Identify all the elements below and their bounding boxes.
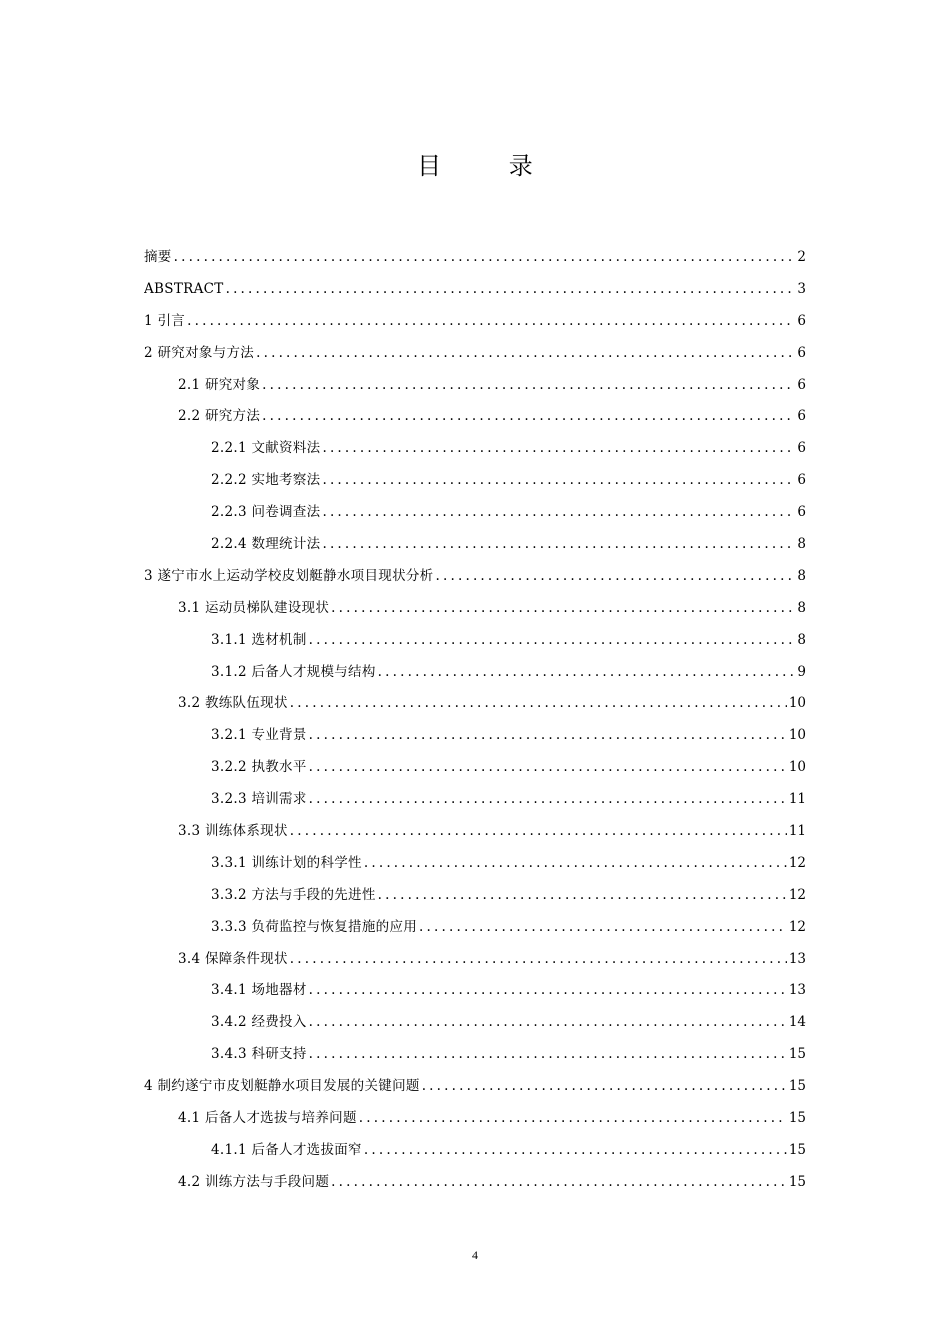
toc-entry-page: 8 <box>797 567 806 584</box>
toc-dot-leader <box>322 433 795 465</box>
toc-entry[interactable] <box>144 944 806 976</box>
toc-entry[interactable] <box>144 1103 806 1135</box>
toc-entry-page: 2 <box>797 249 806 265</box>
toc-entry-page: 12 <box>788 918 806 935</box>
toc-entry-page: 12 <box>788 854 806 871</box>
toc-entry[interactable] <box>144 657 806 689</box>
toc-entry-label: 3.4.2 经费投入 <box>211 1014 307 1031</box>
toc-entry-page: 3 <box>797 280 806 297</box>
toc-entry-page: 11 <box>788 791 806 808</box>
toc-dot-leader <box>309 784 787 816</box>
toc-entry[interactable] <box>144 1007 806 1039</box>
toc-dot-leader <box>309 1039 787 1071</box>
toc-entry-label: 2 研究对象与方法 <box>144 344 255 361</box>
toc-entry-page: 11 <box>788 823 806 840</box>
toc-entry[interactable] <box>144 274 806 306</box>
toc-dot-leader <box>262 401 795 433</box>
toc-entry-page: 15 <box>788 1173 806 1190</box>
toc-entry[interactable] <box>144 242 806 274</box>
toc-entry-page: 14 <box>788 1014 806 1031</box>
toc-entry-page: 10 <box>788 759 806 776</box>
toc-entry[interactable] <box>144 975 806 1007</box>
toc-entry-label: 2.2.2 实地考察法 <box>211 472 321 489</box>
toc-entry-page: 9 <box>797 663 806 680</box>
toc-entry-label: 3.2 教练队伍现状 <box>178 695 288 712</box>
toc-entry[interactable] <box>144 848 806 880</box>
toc-entry-page: 6 <box>797 408 806 425</box>
toc-entry-page: 13 <box>788 950 806 967</box>
toc-dot-leader <box>322 497 795 529</box>
toc-entry[interactable] <box>144 433 806 465</box>
toc-entry[interactable] <box>144 1135 806 1167</box>
toc-entry[interactable] <box>144 880 806 912</box>
toc-dot-leader <box>378 657 796 689</box>
toc-dot-leader <box>290 688 787 720</box>
toc-entry[interactable] <box>144 529 806 561</box>
toc-entry-label: 2.2 研究方法 <box>178 408 261 425</box>
toc-entry-label: 4.1 后备人才选拔与培养问题 <box>178 1110 357 1127</box>
toc-entry[interactable] <box>144 720 806 752</box>
page-number: 4 <box>472 1248 478 1262</box>
toc-entry-label: 2.1 研究对象 <box>178 376 261 393</box>
toc-entry-label: 3.4.1 场地器材 <box>211 982 307 999</box>
toc-dot-leader <box>290 816 787 848</box>
toc-entry[interactable] <box>144 1039 806 1071</box>
toc-dot-leader <box>309 975 787 1007</box>
toc-entry-page: 10 <box>788 695 806 712</box>
toc-entry[interactable] <box>144 338 806 370</box>
toc-entry[interactable] <box>144 625 806 657</box>
toc-entry-label: 3.1.1 选材机制 <box>211 631 307 648</box>
toc-entry[interactable] <box>144 593 806 625</box>
toc-entry[interactable] <box>144 306 806 338</box>
toc-entry[interactable] <box>144 370 806 402</box>
toc-entry[interactable] <box>144 816 806 848</box>
toc-entry-label: 3.3.3 负荷监控与恢复措施的应用 <box>211 918 418 935</box>
toc-entry[interactable] <box>144 497 806 529</box>
toc-entry-label: 4 制约遂宁市皮划艇静水项目发展的关键问题 <box>144 1078 420 1095</box>
toc-entry-page: 6 <box>797 504 806 521</box>
toc-entry-page: 12 <box>788 886 806 903</box>
toc-entry-label: 2.2.3 问卷调查法 <box>211 504 321 521</box>
toc-dot-leader <box>309 752 787 784</box>
toc-dot-leader <box>309 625 796 657</box>
toc-entry-label: 3.2.3 培训需求 <box>211 791 307 808</box>
toc-entry-label: 3.3.1 训练计划的科学性 <box>211 854 362 871</box>
toc-entry[interactable] <box>144 465 806 497</box>
toc-dot-leader <box>359 1103 787 1135</box>
toc-entry-label: 3 遂宁市水上运动学校皮划艇静水项目现状分析 <box>144 567 434 584</box>
toc-entry[interactable] <box>144 1167 806 1199</box>
toc-dot-leader <box>256 338 795 370</box>
toc-entry[interactable] <box>144 688 806 720</box>
toc-dot-leader <box>187 306 795 338</box>
toc-entry-label: 3.2.2 执教水平 <box>211 759 307 776</box>
toc-entry-page: 8 <box>797 599 806 616</box>
toc-entry-page: 6 <box>797 376 806 393</box>
toc-dot-leader <box>331 1167 787 1199</box>
toc-entry-page: 15 <box>788 1141 806 1158</box>
toc-entry-page: 15 <box>788 1046 806 1063</box>
toc-entry-label: 3.4.3 科研支持 <box>211 1046 307 1063</box>
table-of-contents <box>144 242 806 1199</box>
toc-entry-page: 6 <box>797 440 806 457</box>
toc-dot-leader <box>290 944 787 976</box>
toc-dot-leader <box>322 529 795 561</box>
toc-dot-leader <box>378 880 787 912</box>
toc-entry[interactable] <box>144 1071 806 1103</box>
toc-dot-leader <box>174 242 796 274</box>
toc-entry-label: 2.2.1 文献资料法 <box>211 440 321 457</box>
toc-entry-page: 6 <box>797 472 806 489</box>
toc-title: 目 录 <box>417 152 563 180</box>
toc-entry-label: 3.1.2 后备人才规模与结构 <box>211 663 376 680</box>
toc-dot-leader <box>364 1135 787 1167</box>
toc-entry-page: 15 <box>788 1078 806 1095</box>
toc-dot-leader <box>309 1007 787 1039</box>
toc-entry-page: 8 <box>797 536 806 553</box>
toc-dot-leader <box>322 465 795 497</box>
toc-entry-page: 10 <box>788 727 806 744</box>
toc-entry[interactable] <box>144 784 806 816</box>
toc-entry-label: 3.3 训练体系现状 <box>178 823 288 840</box>
toc-dot-leader <box>309 720 787 752</box>
toc-entry-label: 3.1 运动员梯队建设现状 <box>178 599 330 616</box>
toc-dot-leader <box>419 912 787 944</box>
toc-dot-leader <box>262 370 795 402</box>
toc-entry-label: 1 引言 <box>144 312 186 329</box>
toc-entry[interactable] <box>144 912 806 944</box>
toc-entry-page: 8 <box>797 631 806 648</box>
toc-entry-page: 6 <box>797 344 806 361</box>
toc-entry-label: 3.3.2 方法与手段的先进性 <box>211 886 376 903</box>
toc-entry-label: 4.1.1 后备人才选拔面窄 <box>211 1141 362 1158</box>
toc-entry-label: 3.4 保障条件现状 <box>178 950 288 967</box>
toc-entry-label: 2.2.4 数理统计法 <box>211 536 321 553</box>
toc-dot-leader <box>364 848 787 880</box>
toc-entry-page: 13 <box>788 982 806 999</box>
toc-entry[interactable] <box>144 561 806 593</box>
toc-entry[interactable] <box>144 752 806 784</box>
toc-entry-page: 6 <box>797 312 806 329</box>
toc-dot-leader <box>226 274 796 306</box>
toc-entry-label: ABSTRACT <box>144 280 224 297</box>
toc-entry-label: 4.2 训练方法与手段问题 <box>178 1173 330 1190</box>
toc-entry-label: 摘要 <box>144 249 172 265</box>
toc-dot-leader <box>435 561 795 593</box>
toc-entry-label: 3.2.1 专业背景 <box>211 727 307 744</box>
toc-entry[interactable] <box>144 401 806 433</box>
toc-dot-leader <box>422 1071 787 1103</box>
toc-entry-page: 15 <box>788 1110 806 1127</box>
toc-dot-leader <box>331 593 795 625</box>
